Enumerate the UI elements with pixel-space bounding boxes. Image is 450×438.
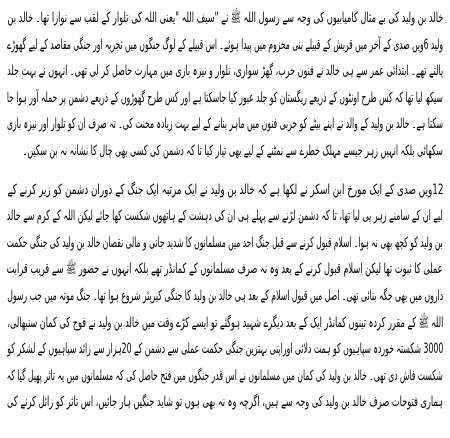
text-line: [7, 310, 443, 337]
text-line: [7, 203, 443, 230]
text-line: [7, 85, 443, 112]
text-line-content: عملی کا ثبوت تھا لیکن اسلام قبول کرنے کے بعد وہ نہ صرف مسلمانوں کے کمانڈر تھے بلکہ انہوں نے حضور ﷺ سے قریب قرابت: [7, 261, 443, 278]
text-line-content: سکتا ہے۔ خالد بن ولید کے والد نے اپنے بیٹے کو حربی فنون میں ماہر بنانے کے لیے بہت زیادہ محنت کی۔ نہ صرف ان کو تلوار اور نیزہ بازی: [7, 116, 443, 133]
text-line-content: اللہ ﷺ کے مقرر کردہ تینوں کمانڈر ایک کے بعد دیگرے شہید ہوگئے تو ایسے کڑے وقت میں خالد بن ولید نے فوج کی کمان سنبھالی،: [7, 314, 443, 331]
text-line: [7, 111, 443, 138]
text-line-content: سیکھ لیا تھا کہ کس طرح اونٹوں کے ذریعے ریگستان کو جلد عبور کیا جاسکتا ہے اور کس طرح گھوڑوں کے ذریعے دشمن پر حملہ آور ہوا جا: [7, 89, 443, 106]
text-line-content: سکھائی بلکہ انہیں زہر جیسے مہلک خطرے سے نمٹنے کے لیے بھی تیار کیا تا کہ دشمن کی کسی بھی چال کا نشانہ نہ بن سکیں۔: [22, 142, 443, 159]
text-line-content: 12ویں صدی کے ایک مورخ ابن اسکر نے لکھا ہے کہ خالد بن ولید نے ایک مرتبہ ایک جنگ کے دوران دشمن کو زیر کرنے کے: [7, 181, 443, 198]
text-line-content: پالتے تھے۔ ابتدائی عمر سے ہی خالد نے فنون حرب، گھڑ سواری، تلوار و نیزہ بازی میں مہارت حاصل کر لی تھی۔ انہوں نے بہت جلد: [7, 63, 443, 80]
text-line-content: 3000 شکستہ خوردہ سپاہیوں کو ہمت دلائی اوراپنی بہترین جنگی حکمت عملی سے دشمن کے 20ہزار سے زائد سپاہیوں کے لشکر کو: [7, 341, 443, 358]
text-line-content: شکست فاش دی تھی۔ خالد بن ولید کی کمان میں مسلمانوں نے اس قدر جنگوں میں فتح حاصل کی کہ مسلمانوں میں یہ تاثر پھیل گیا کہ: [7, 367, 443, 384]
text-line: [7, 363, 443, 390]
text-line: [7, 336, 443, 363]
text-line: [7, 283, 443, 310]
text-line-content: لیے ان کے سامنے زہر پی لیا تھا، تا کہ دشمن لڑنے سے پہلے ہی ان کی دہشت کے ہاتھوں شکست کھا جائے لیکن اللہ کے کرم سے خالد: [6, 208, 443, 225]
text-line-content: داروں میں بھی جگہ بنائی تھی۔ اصل میں قبول اسلام کے بعد ہی خالد بن ولید کا جنگی کیریئر شروع ہوا تھا۔ جنگ موتہ میں جب رسول: [7, 287, 443, 304]
text-line-content: ہماری فتوحات صرف خالد بن ولید کی وجہ سے ہیں، اگرچہ وہ نہ بھی ہوں تو شاید جنگیں ہار جائیں، اس تاثر کو زائل کرنے کی: [7, 394, 443, 411]
paragraph-2: [7, 177, 443, 416]
text-line: [7, 58, 443, 85]
text-line: [7, 230, 443, 257]
text-line: [7, 5, 443, 32]
text-line: [7, 32, 443, 59]
text-line: [7, 256, 443, 283]
text-line: [7, 177, 443, 204]
text-line: [7, 389, 443, 416]
text-line-last: [7, 138, 443, 165]
paragraph-1: [7, 5, 443, 165]
text-line-content: ولید 6ویں صدی کے آخر میں قریش کے قبیلے بنی مخزوم میں پیدا ہوئے۔ اس قبیلے کے لوگ جنگوں میں تجربہ اور جنگی مقاصد کے لیے گھوڑے: [7, 36, 443, 53]
text-line-content: بن ولید کو کچھ بھی نہ ہوا۔ اسلام قبول کرنے سے قبل جنگ احد میں مسلمانوں کا شدید جانی و مالی نقصان خالد بن ولید کی جنگی حکمت: [7, 234, 443, 251]
text-line-content: خالد بن ولید کی بے مثال کامیابیوں کی وجہ سے رسول اللہ ﷺ نے "سیف اللہ "یعنی اللہ کی تلوار کے لقب سے نوازا تھا۔ خالد بن: [6, 10, 443, 26]
